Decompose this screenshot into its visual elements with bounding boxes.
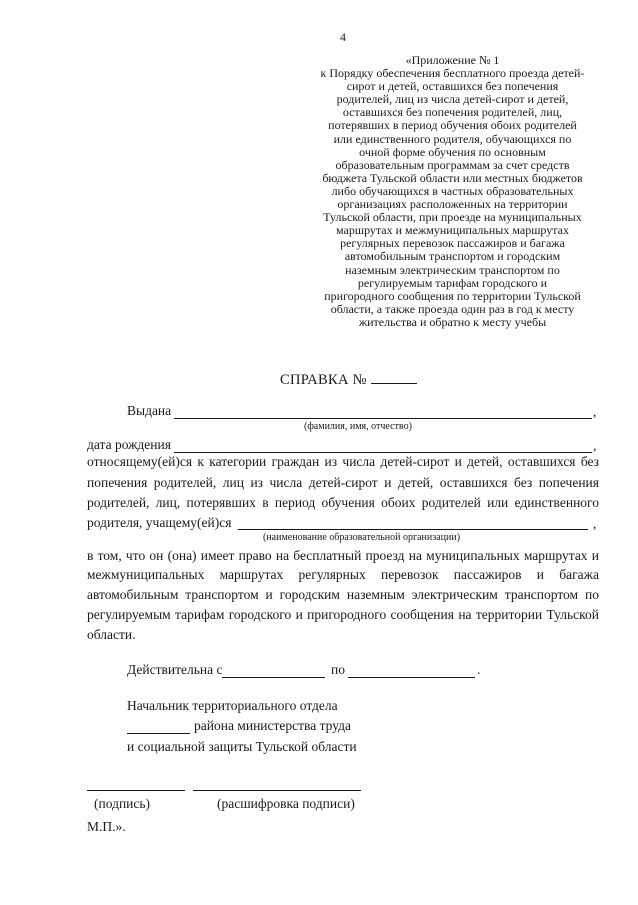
comma: ,: [593, 516, 597, 531]
right-text-line: области.: [87, 627, 136, 642]
page-number: 4: [340, 30, 346, 44]
appendix-line: регулярных перевозок пассажиров и багажа: [340, 236, 565, 251]
appendix-line: наземным электрическим транспортом по: [345, 262, 560, 277]
appendix-line: к Порядку обеспечения бесплатного проезда детей-: [320, 66, 585, 81]
appendix-line: жительства и обратно к месту учебы: [358, 314, 547, 329]
district-field[interactable]: [127, 733, 190, 734]
right-text-line: в том, что он (она) имеет право на бесплатный проезд на муниципальных маршрутах и: [87, 548, 599, 563]
appendix-line: маршрутах и межмуниципальных маршрутах: [336, 223, 569, 238]
appendix-line: бюджета Тульской области или местных бюджетов: [322, 170, 583, 185]
period: .: [477, 662, 481, 677]
appendix-line: сирот и детей, оставшихся без попечения: [346, 79, 559, 94]
signature-decoding-field[interactable]: [193, 790, 361, 791]
category-line: относящему(ей)ся к категории граждан из числа детей-сирот и детей, оставшихся без: [87, 454, 599, 469]
appendix-line: родителей, лиц из числа детей-сирот и детей,: [336, 92, 569, 107]
birth-date-label: дата рождения: [87, 437, 171, 452]
right-text-line: межмуниципальных маршрутах регулярных перевозок пассажиров и багажа: [87, 567, 599, 582]
appendix-line: области, а также проезда один раз в год к месту: [330, 301, 575, 316]
valid-to-field[interactable]: [348, 677, 475, 678]
appendix-line: Тульской области, при проезде на муниципальных: [323, 210, 582, 225]
right-text-line: автомобильным транспортом и городским наземным электрическим транспортом по: [87, 587, 599, 602]
appendix-line: или единственного родителя, обучающихся по: [333, 131, 572, 146]
full-name-caption: (фамилия, имя, отчество): [304, 421, 412, 432]
title-text: СПРАВКА №: [280, 372, 367, 388]
certificate-number-field[interactable]: [371, 370, 417, 384]
full-name-field[interactable]: [174, 418, 592, 419]
valid-to-label: по: [331, 662, 345, 677]
signature-caption: (подпись): [94, 796, 151, 811]
appendix-line: организациях расположенных на территории: [337, 197, 568, 212]
appendix-line: либо обучающихся в частных образовательных: [331, 183, 574, 198]
appendix-header: [300, 54, 605, 329]
appendix-line: оставшихся без попечения родителей, лиц,: [342, 105, 563, 120]
decoding-caption: (расшифровка подписи): [217, 796, 355, 811]
official-title-line: Начальник территориального отдела: [127, 698, 338, 713]
valid-from-field[interactable]: [222, 677, 325, 678]
comma: ,: [593, 404, 597, 419]
appendix-line: автомобильным транспортом и городским: [344, 249, 561, 264]
comma: ,: [593, 438, 597, 453]
stamp-placeholder: М.П.».: [87, 819, 126, 834]
signature-field[interactable]: [87, 790, 185, 791]
valid-from-label: Действительна с: [127, 662, 223, 677]
category-line: попечения родителей, лиц из числа детей-сирот и детей, оставшихся без попечения: [87, 475, 599, 490]
issued-label: Выдана: [127, 403, 172, 418]
appendix-line: образовательным программам за счет средств: [335, 157, 570, 172]
student-label: родителя, учащему(ей)ся: [87, 515, 232, 530]
category-line: родителей, лиц, потерявших в период обучения обоих родителей или единственного: [87, 495, 599, 510]
organization-field[interactable]: [238, 529, 588, 530]
birth-date-field[interactable]: [174, 452, 592, 453]
document-title: [280, 370, 417, 389]
right-text-line: регулируемым тарифам городского и пригородного сообщения на территории Тульской: [87, 607, 599, 622]
appendix-line: потерявших в период обучения обоих родителей: [328, 118, 577, 133]
official-title-line: и социальной защиты Тульской области: [127, 739, 357, 754]
organization-caption: (наименование образовательной организации): [263, 532, 461, 543]
appendix-line: «Приложение № 1: [405, 53, 500, 67]
appendix-line: очной форме обучения по основным: [359, 144, 546, 159]
official-title-line: района министерства труда: [194, 718, 352, 733]
appendix-line: регулируемым тарифам городского и: [357, 275, 548, 290]
appendix-line: пригородного сообщения по территории Тульской: [324, 288, 581, 303]
